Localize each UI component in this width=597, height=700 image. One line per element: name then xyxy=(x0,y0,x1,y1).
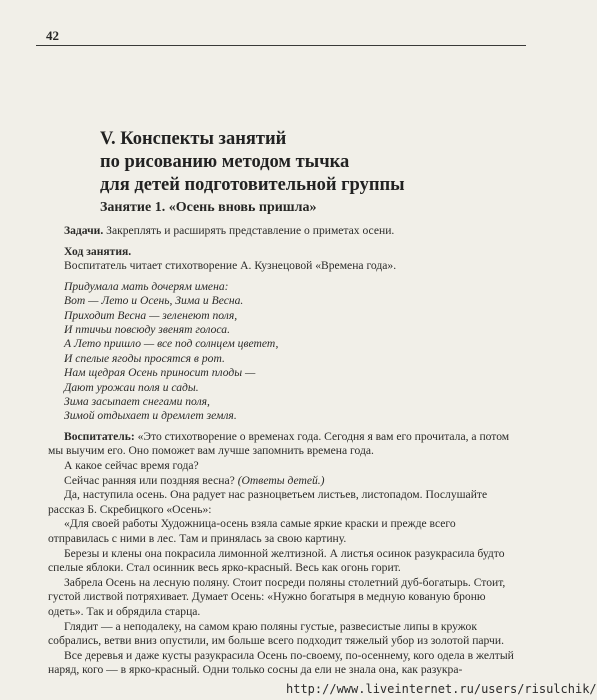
story-paragraph: Забрела Осень на лесную поляну. Стоит посреди поляны столетний дуб-богатырь. Стоит, густой листвой потряхивает. Думает Осень: «Нужно богатыря в медную кованую броню одеть». Так и обрядила старца. xyxy=(48,575,506,618)
page-body xyxy=(48,224,516,678)
poem-line: Вот — Лето и Осень, Зима и Весна. xyxy=(64,294,244,308)
poem-line: Зима засыпает снегами поля, xyxy=(64,395,210,409)
lesson-title: Занятие 1. «Осень вновь пришла» xyxy=(100,200,317,215)
poem-line: Дают урожаи поля и сады. xyxy=(64,380,199,394)
chapter-title-line: для детей подготовительной группы xyxy=(100,175,405,195)
story-paragraph: Все деревья и даже кусты разукрасила Осень по-своему, по-осеннему, кого одела в желтый наряд, кого — в ярко-красный. Одни только сосны да ели не знала она, как разукра- xyxy=(48,648,514,677)
poem-line: И птичьи повсюду звенят голоса. xyxy=(64,323,230,336)
story-paragraph: Глядит — а неподалеку, на самом краю поляны густые, развесистые липы в кружок собрались, ветви вниз опустили, им больше всего подходит тяжелый убор из золотой парчи. xyxy=(48,619,504,648)
poem-line: И спелые ягоды просятся в рот. xyxy=(64,351,225,365)
educator-paragraph: Воспитатель: «Это стихотворение о временах года. Сегодня я вам его прочитала, а потом мы выучим его. Оно поможет вам лучше запомнить времена года. xyxy=(48,429,510,458)
watermark-url: http://www.liveinternet.ru/users/risulchik/ xyxy=(286,682,597,696)
tasks-paragraph xyxy=(48,224,516,239)
header-rule xyxy=(36,45,526,46)
poem-line: Зимой отдыхает и дремлет земля. xyxy=(64,409,237,423)
tasks-label: Задачи. xyxy=(64,224,104,237)
chapter-title-line: V. Конспекты занятий xyxy=(100,129,287,149)
poem-line: Приходит Весна — зеленеют поля, xyxy=(64,308,238,322)
question-paragraph: Сейчас ранняя или поздняя весна? (Ответы детей.) xyxy=(64,473,325,487)
poem-line: А Лето пришло — все под солнцем цветет, xyxy=(64,337,279,351)
educator-label: Воспитатель: xyxy=(64,429,135,443)
story-paragraph: Да, наступила осень. Она радует нас разноцветьем листьев, листопадом. Послушайте рассказ Б. Скребицкого «Осень»: xyxy=(48,488,488,516)
story-paragraph: «Для своей работы Художница-осень взяла самые яркие краски и прежде всего отправилась с ними в лес. Там и принялась за свою картину. xyxy=(48,517,456,545)
poem-line: Придумала мать дочерям имена: xyxy=(64,279,229,293)
intro-paragraph: Воспитатель читает стихотворение А. Кузнецовой «Времена года». xyxy=(64,259,397,273)
tasks-text: Закреплять и расширять представление о приметах осени. xyxy=(103,224,395,237)
question-paragraph: А какое сейчас время года? xyxy=(64,459,199,473)
chapter-title xyxy=(100,128,430,197)
answer-note: (Ответы детей.) xyxy=(237,473,325,487)
poem xyxy=(64,280,516,424)
story-paragraph: Березы и клены она покрасила лимонной желтизной. А листья осинок разукрасила будто спелые яблоки. Стал осинник весь ярко-красный. Весь как огонь горит. xyxy=(48,546,505,575)
course-label: Ход занятия. xyxy=(64,244,132,258)
page-number: 42 xyxy=(46,28,59,43)
poem-line: Нам щедрая Осень приносит плоды — xyxy=(64,366,256,380)
chapter-title-line: по рисованию методом тычка xyxy=(100,152,350,172)
